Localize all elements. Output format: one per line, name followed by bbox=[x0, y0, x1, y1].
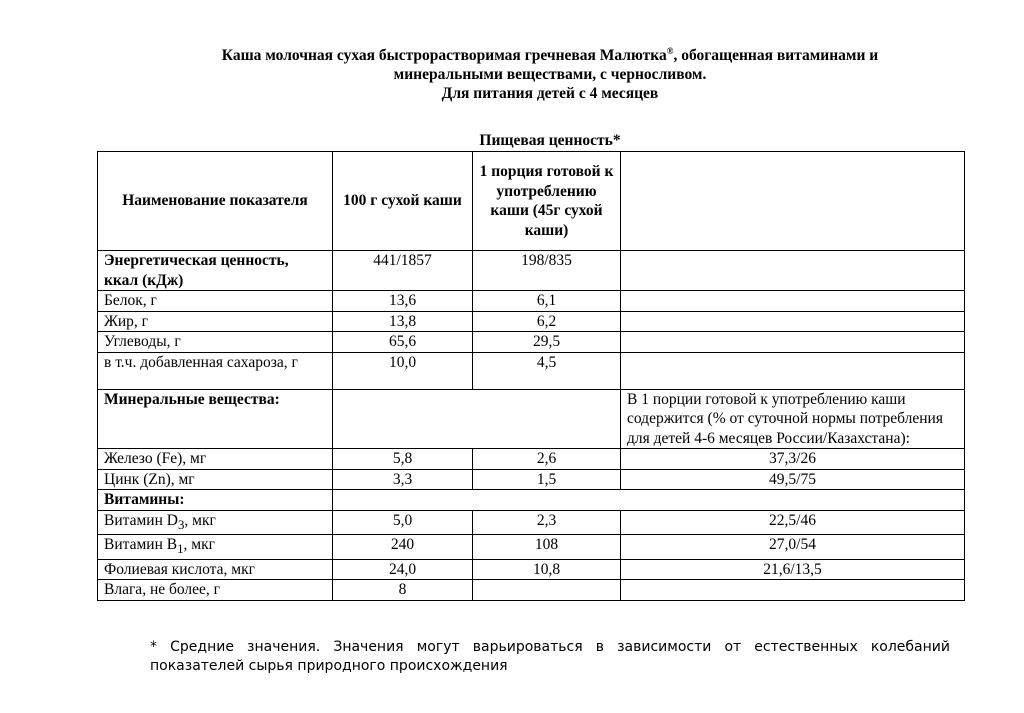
table-caption: Пищевая ценность* bbox=[479, 132, 621, 149]
row-name: в т.ч. добавленная сахароза, г bbox=[98, 352, 333, 389]
row-portion: 6,1 bbox=[473, 291, 621, 312]
row-portion: 10,8 bbox=[473, 559, 621, 580]
table-row bbox=[98, 580, 965, 601]
row-name: Белок, г bbox=[98, 291, 333, 312]
minerals-note: В 1 порции готовой к употреблению каши содержится (% от суточной нормы потребления для детей 4-6 месяцев России/Казахстана): bbox=[621, 389, 965, 449]
document-title bbox=[120, 46, 980, 103]
row-per-100g: 13,6 bbox=[333, 291, 473, 312]
table-row bbox=[98, 352, 965, 389]
row-per-100g: 441/1857 bbox=[333, 251, 473, 291]
header-row bbox=[98, 152, 965, 251]
header-name: Наименование показателя bbox=[98, 152, 333, 251]
minerals-heading-row bbox=[98, 389, 965, 449]
row-portion: 2,3 bbox=[473, 510, 621, 535]
table-row bbox=[98, 251, 965, 291]
table-row bbox=[98, 449, 965, 470]
row-portion: 4,5 bbox=[473, 352, 621, 389]
row-per-100g: 5,8 bbox=[333, 449, 473, 470]
header-per-100g: 100 г сухой каши bbox=[333, 152, 473, 251]
title-line-3: Для питания детей с 4 месяцев bbox=[441, 85, 659, 102]
header-portion: 1 порция готовой к употреблению каши (45г сухой каши) bbox=[473, 152, 621, 251]
nutrition-table bbox=[97, 151, 965, 601]
row-name: Железо (Fe), мг bbox=[98, 449, 333, 470]
minerals-heading: Минеральные вещества: bbox=[98, 389, 333, 449]
row-daily-percent: 22,5/46 bbox=[621, 510, 965, 535]
row-per-100g: 240 bbox=[333, 535, 473, 560]
row-daily-percent: 21,6/13,5 bbox=[621, 559, 965, 580]
table-row bbox=[98, 311, 965, 332]
vitamins-heading-row bbox=[98, 490, 965, 511]
row-per-100g: 24,0 bbox=[333, 559, 473, 580]
row-name: Жир, г bbox=[98, 311, 333, 332]
row-per-100g: 3,3 bbox=[333, 469, 473, 490]
row-per-100g: 8 bbox=[333, 580, 473, 601]
row-per-100g: 5,0 bbox=[333, 510, 473, 535]
table-row bbox=[98, 332, 965, 353]
table-row bbox=[98, 510, 965, 535]
row-name: Углеводы, г bbox=[98, 332, 333, 353]
title-line-1: Каша молочная сухая быстрорастворимая гречневая Малютка®, обогащенная витаминами и bbox=[221, 45, 879, 64]
title-line-2: минеральными веществами, с черносливом. bbox=[393, 66, 707, 83]
row-portion: 2,6 bbox=[473, 449, 621, 470]
row-portion: 6,2 bbox=[473, 311, 621, 332]
row-daily-percent: 37,3/26 bbox=[621, 449, 965, 470]
header-empty bbox=[621, 152, 965, 251]
footnote: * Средние значения. Значения могут варьироваться в зависимости от естественных колебаний показателей сырья природного происхождения bbox=[150, 639, 950, 674]
table-row bbox=[98, 469, 965, 490]
vitamins-heading: Витамины: bbox=[98, 490, 333, 511]
row-name: Фолиевая кислота, мкг bbox=[98, 559, 333, 580]
table-row bbox=[98, 559, 965, 580]
row-portion: 198/835 bbox=[473, 251, 621, 291]
row-portion: 29,5 bbox=[473, 332, 621, 353]
row-per-100g: 13,8 bbox=[333, 311, 473, 332]
row-name: Витамин $D_3$, мкг bbox=[98, 510, 333, 535]
row-name: Цинк (Zn), мг bbox=[98, 469, 333, 490]
row-name: Витамин $B_1$, мкг bbox=[98, 535, 333, 560]
table-row bbox=[98, 291, 965, 312]
row-daily-percent: 27,0/54 bbox=[621, 535, 965, 560]
row-per-100g: 65,6 bbox=[333, 332, 473, 353]
table-row bbox=[98, 535, 965, 560]
row-portion: 108 bbox=[473, 535, 621, 560]
row-portion: 1,5 bbox=[473, 469, 621, 490]
row-name: Влага, не более, г bbox=[98, 580, 333, 601]
row-daily-percent: 49,5/75 bbox=[621, 469, 965, 490]
row-per-100g: 10,0 bbox=[333, 352, 473, 389]
row-name: Энергетическая ценность, ккал (кДж) bbox=[98, 251, 333, 291]
